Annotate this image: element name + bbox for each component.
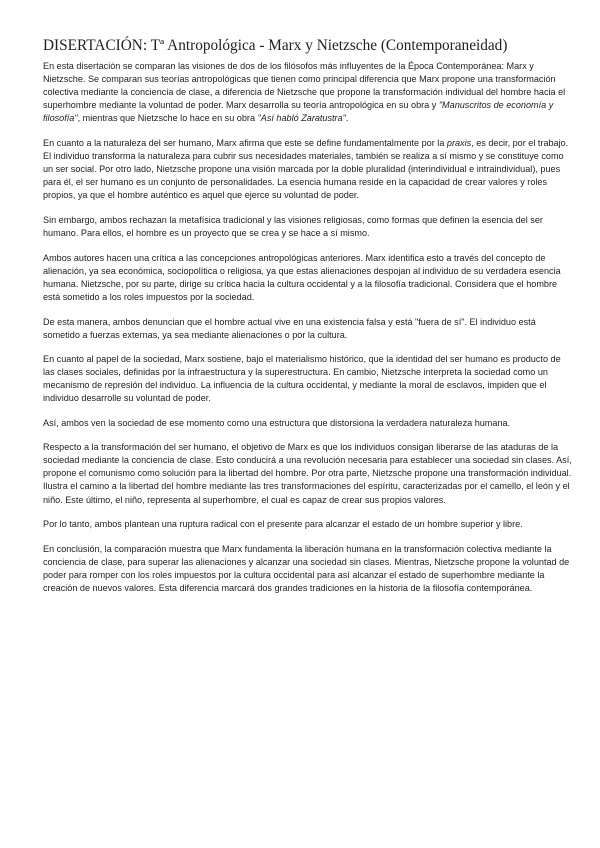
paragraph-human-nature: [43, 137, 574, 202]
paragraph-metaphysics: Sin embargo, ambos rechazan la metafísica tradicional y las visiones religiosas, como formas que definen la esencia del ser humano. Para ellos, el hombre es un proyecto que se crea y se hace a sí mismo.: [43, 214, 543, 239]
book-title-manuscritos: "Manuscritos de economía y filosofía": [43, 100, 554, 124]
paragraph-text: En esta disertación se comparan las visiones de dos de los filósofos más influyentes de la Época Contemporánea: Marx y Nietzsche. Se comparan sus teorías antropológicas que tienen como principal diferencia que Marx propone una transformación colectiva mediante la conciencia de clase, a diferencia de Nietzsche que propone la transformación individual del hombre hacia el superhombre mediante la voluntad de poder. Marx desarrolla su teoría antropológica en su obra y: [43, 61, 566, 111]
paragraph-false-existence: De esta manera, ambos denuncian que el hombre actual vive en una existencia falsa y está "fuera de sí". El individuo está sometido a fuerzas externas, ya sea mediante alienaciones o por la cultura.: [43, 316, 536, 340]
paragraph-conclusion: En conclusión, la comparación muestra que Marx fundamenta la liberación humana en la transformación colectiva mediante la conciencia de clase, para superar las alienaciones y alcanzar una sociedad sin clases. Mientras, Nietzsche propone la voluntad de poder para romper con los roles impuestos por la cultura occidental para así alcanzar el estado de superhombre mediante la creación de nuevos valores. Esta diferencia marcará dos grandes tradiciones en la historia de la filosofía contemporánea.: [43, 543, 570, 593]
document-title: DISERTACIÓN: Tª Antropológica - Marx y Nietzsche (Contemporaneidad): [43, 37, 508, 54]
paragraph-text: , mientras que Nietzsche lo hace en su obra: [77, 113, 258, 124]
paragraph-critique: Ambos autores hacen una crítica a las concepciones antropológicas anteriores. Marx identifica esto a través del concepto de alienación, ya sea económica, sociopolítica o religiosa, ya que estas alienaciones despojan al individuo de su verdadera esencia humana. Nietzsche, por su parte, dirige su crítica hacia la cultura occidental y a la filosofía tradicional. Considera que el hombre está sometido a los roles impuestos por la sociedad.: [43, 252, 561, 302]
paragraph-society: En cuanto al papel de la sociedad, Marx sostiene, bajo el materialismo histórico, que la identidad del ser humano es producto de las clases sociales, definidas por la infraestructura y la superestructura. En cambio, Nietzsche interpreta la sociedad como un mecanismo de represión del individuo. La influencia de la cultura occidental, y mediante la moral de esclavos, impiden que el individuo desarrolle su voluntad de poder.: [43, 354, 561, 404]
paragraph-text: En cuanto a la naturaleza del ser humano, Marx afirma que este se define fundamentalmente por la: [43, 137, 447, 148]
paragraph-rupture: Por lo tanto, ambos plantean una ruptura radical con el presente para alcanzar el estado de un hombre superior y libre.: [43, 519, 523, 530]
paragraph-society-summary: Así, ambos ven la sociedad de ese momento como una estructura que distorsiona la verdadera naturaleza humana.: [43, 418, 511, 429]
paragraph-introduction: [43, 60, 574, 125]
book-title-zaratustra: "Así habló Zaratustra": [257, 113, 346, 124]
term-praxis: praxis: [446, 137, 472, 148]
paragraph-transformation: Respecto a la transformación del ser humano, el objetivo de Marx es que los individuos consigan liberarse de las ataduras de la sociedad mediante la conciencia de clase. Esto conducirá a una revolución necesaria para establecer una sociedad sin clases. Así, propone el comunismo como solución para la libertad del hombre. Por otra parte, Nietzsche propone una transformación individual. Ilustra el camino a la libertad del hombre mediante las tres transformaciones del espíritu, caracterizadas por el camello, el león y el niño. Este último, el niño, representa al superhombre, el cual es capaz de crear sus propios valores.: [43, 442, 572, 505]
document-body: [43, 60, 574, 607]
paragraph-text: , es decir, por el trabajo. El individuo transforma la naturaleza para cubrir sus necesidades materiales, también se realiza a sí mismo y se constituye como un ser social. Por otro lado, Nietzsche propone una visión marcada por la doble pluralidad (interindividual e intraindividual), pues para él, el ser humano es un conjunto de personalidades. La esencia humana reside en la capacidad de crear valores y roles propios, ya que el hombre auténtico es aquel que ejerce su voluntad de poder.: [43, 137, 569, 201]
paragraph-text: .: [345, 113, 349, 124]
